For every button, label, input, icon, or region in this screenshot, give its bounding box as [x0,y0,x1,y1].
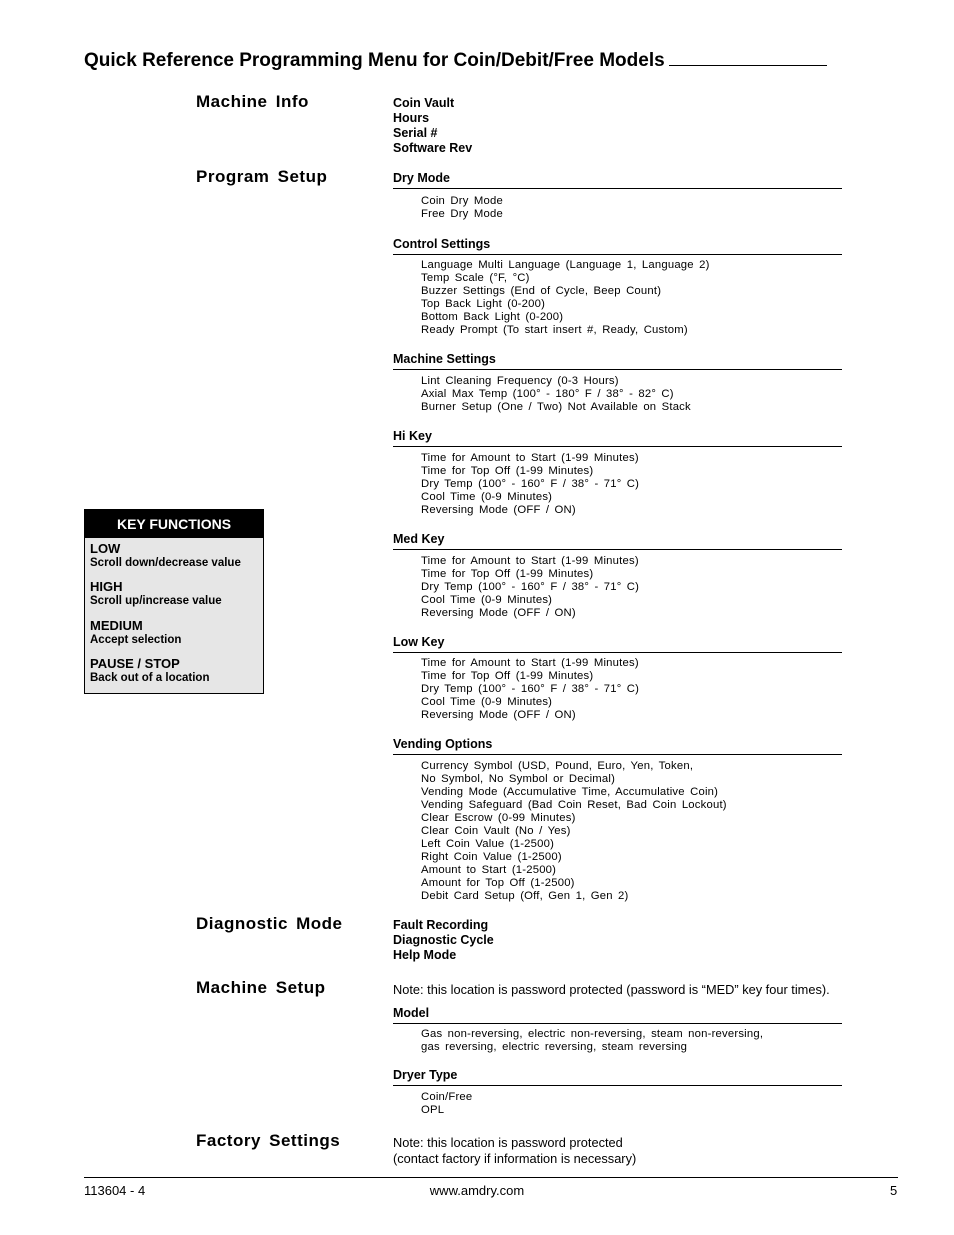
key-desc: Accept selection [90,634,182,646]
list-item: gas reversing, electric reversing, steam reversing [421,1041,688,1053]
key-entry-high [85,580,263,608]
key-desc: Scroll down/decrease value [90,557,241,569]
note-line: Note: this location is password protected [393,1135,623,1150]
note-line: (contact factory if information is necessary) [393,1151,637,1166]
list-item: Serial # [393,126,438,140]
list-item: Lint Cleaning Frequency (0-3 Hours) [421,375,619,387]
list-item: Free Dry Mode [421,208,503,220]
list-item: Coin Dry Mode [421,195,503,207]
key-desc: Back out of a location [90,672,210,684]
med-key-items [421,555,639,620]
list-item: Time for Amount to Start (1-99 Minutes) [421,555,639,567]
list-item: Time for Top Off (1-99 Minutes) [421,568,594,580]
list-item: Currency Symbol (USD, Pound, Euro, Yen, Token, [421,760,694,772]
model-items [421,1028,763,1054]
list-item: Diagnostic Cycle [393,933,494,947]
list-item: Bottom Back Light (0-200) [421,311,564,323]
key-functions-title: KEY FUNCTIONS [85,510,263,538]
list-item: Time for Amount to Start (1-99 Minutes) [421,452,639,464]
list-item: Fault Recording [393,918,489,932]
section-heading-program-setup: Program Setup [196,167,328,186]
section-heading-machine-setup: Machine Setup [196,978,326,997]
list-item: Cool Time (0-9 Minutes) [421,696,553,708]
list-item: No Symbol, No Symbol or Decimal) [421,773,616,785]
low-key-items [421,657,639,722]
list-item: Temp Scale (°F, °C) [421,272,530,284]
list-item: Language Multi Language (Language 1, Language 2) [421,259,710,271]
list-item: Cool Time (0-9 Minutes) [421,491,553,503]
list-item: Vending Mode (Accumulative Time, Accumulative Coin) [421,786,719,798]
list-item: Reversing Mode (OFF / ON) [421,709,576,721]
subheading-machine-settings: Machine Settings [393,352,842,370]
key-name: MEDIUM [90,618,143,633]
key-entry-low [85,542,263,570]
subheading-vending-options: Vending Options [393,737,842,755]
key-entry-medium [85,619,263,647]
list-item: Gas non-reversing, electric non-reversing, steam non-reversing, [421,1028,764,1040]
subheading-control-settings: Control Settings [393,237,842,255]
list-item: Vending Safeguard (Bad Coin Reset, Bad Coin Lockout) [421,799,727,811]
list-item: Help Mode [393,948,457,962]
list-item: Burner Setup (One / Two) Not Available on Stack [421,401,691,413]
dry-mode-items [421,195,503,221]
section-heading-diagnostic-mode: Diagnostic Mode [196,914,343,933]
subheading-med-key: Med Key [393,532,842,550]
list-item: Left Coin Value (1-2500) [421,838,555,850]
list-item: Dry Temp (100° - 160° F / 38° - 71° C) [421,478,640,490]
footer-rule [84,1177,898,1178]
subheading-hi-key: Hi Key [393,429,842,447]
list-item: Time for Amount to Start (1-99 Minutes) [421,657,639,669]
hi-key-items [421,452,639,517]
list-item: Time for Top Off (1-99 Minutes) [421,670,594,682]
list-item: Software Rev [393,141,473,155]
list-item: Buzzer Settings (End of Cycle, Beep Count) [421,285,662,297]
list-item: Time for Top Off (1-99 Minutes) [421,465,594,477]
dryer-type-items [421,1091,472,1117]
footer-url: www.amdry.com [429,1183,525,1198]
section-heading-factory-settings: Factory Settings [196,1131,341,1150]
key-name: PAUSE / STOP [90,656,180,671]
vending-options-items [421,760,727,903]
key-functions-box [84,509,264,694]
key-name: LOW [90,541,121,556]
key-name: HIGH [90,579,123,594]
list-item: Amount for Top Off (1-2500) [421,877,575,889]
page-title: Quick Reference Programming Menu for Coin/Debit/Free Models [84,50,898,72]
subheading-dry-mode: Dry Mode [393,171,842,189]
footer-doc-number: 113604 - 4 [84,1183,146,1198]
subheading-dryer-type: Dryer Type [393,1068,842,1086]
subheading-model: Model [393,1006,842,1024]
control-settings-items [421,259,710,337]
list-item: Clear Escrow (0-99 Minutes) [421,812,576,824]
key-desc: Scroll up/increase value [90,595,222,607]
list-item: Reversing Mode (OFF / ON) [421,504,576,516]
list-item: Amount to Start (1-2500) [421,864,557,876]
list-item: Dry Temp (100° - 160° F / 38° - 71° C) [421,683,640,695]
factory-settings-note [393,1135,636,1167]
machine-settings-items [421,375,691,414]
key-entry-pause-stop [85,657,263,685]
machine-info-list [393,96,472,156]
footer-page-number: 5 [890,1183,898,1198]
list-item: Hours [393,111,430,125]
list-item: Coin/Free [421,1091,473,1103]
list-item: Top Back Light (0-200) [421,298,546,310]
list-item: Axial Max Temp (100° - 180° F / 38° - 82° C) [421,388,674,400]
list-item: Debit Card Setup (Off, Gen 1, Gen 2) [421,890,629,902]
diagnostic-mode-list [393,918,494,963]
title-rule [669,51,827,66]
subheading-low-key: Low Key [393,635,842,653]
list-item: Cool Time (0-9 Minutes) [421,594,553,606]
machine-setup-note: Note: this location is password protected (password is “MED” key four times). [393,982,830,997]
list-item: OPL [421,1104,445,1116]
list-item: Right Coin Value (1-2500) [421,851,562,863]
section-heading-machine-info: Machine Info [196,92,309,111]
list-item: Clear Coin Vault (No / Yes) [421,825,571,837]
list-item: Coin Vault [393,96,455,110]
list-item: Reversing Mode (OFF / ON) [421,607,576,619]
list-item: Ready Prompt (To start insert #, Ready, Custom) [421,324,688,336]
list-item: Dry Temp (100° - 160° F / 38° - 71° C) [421,581,640,593]
